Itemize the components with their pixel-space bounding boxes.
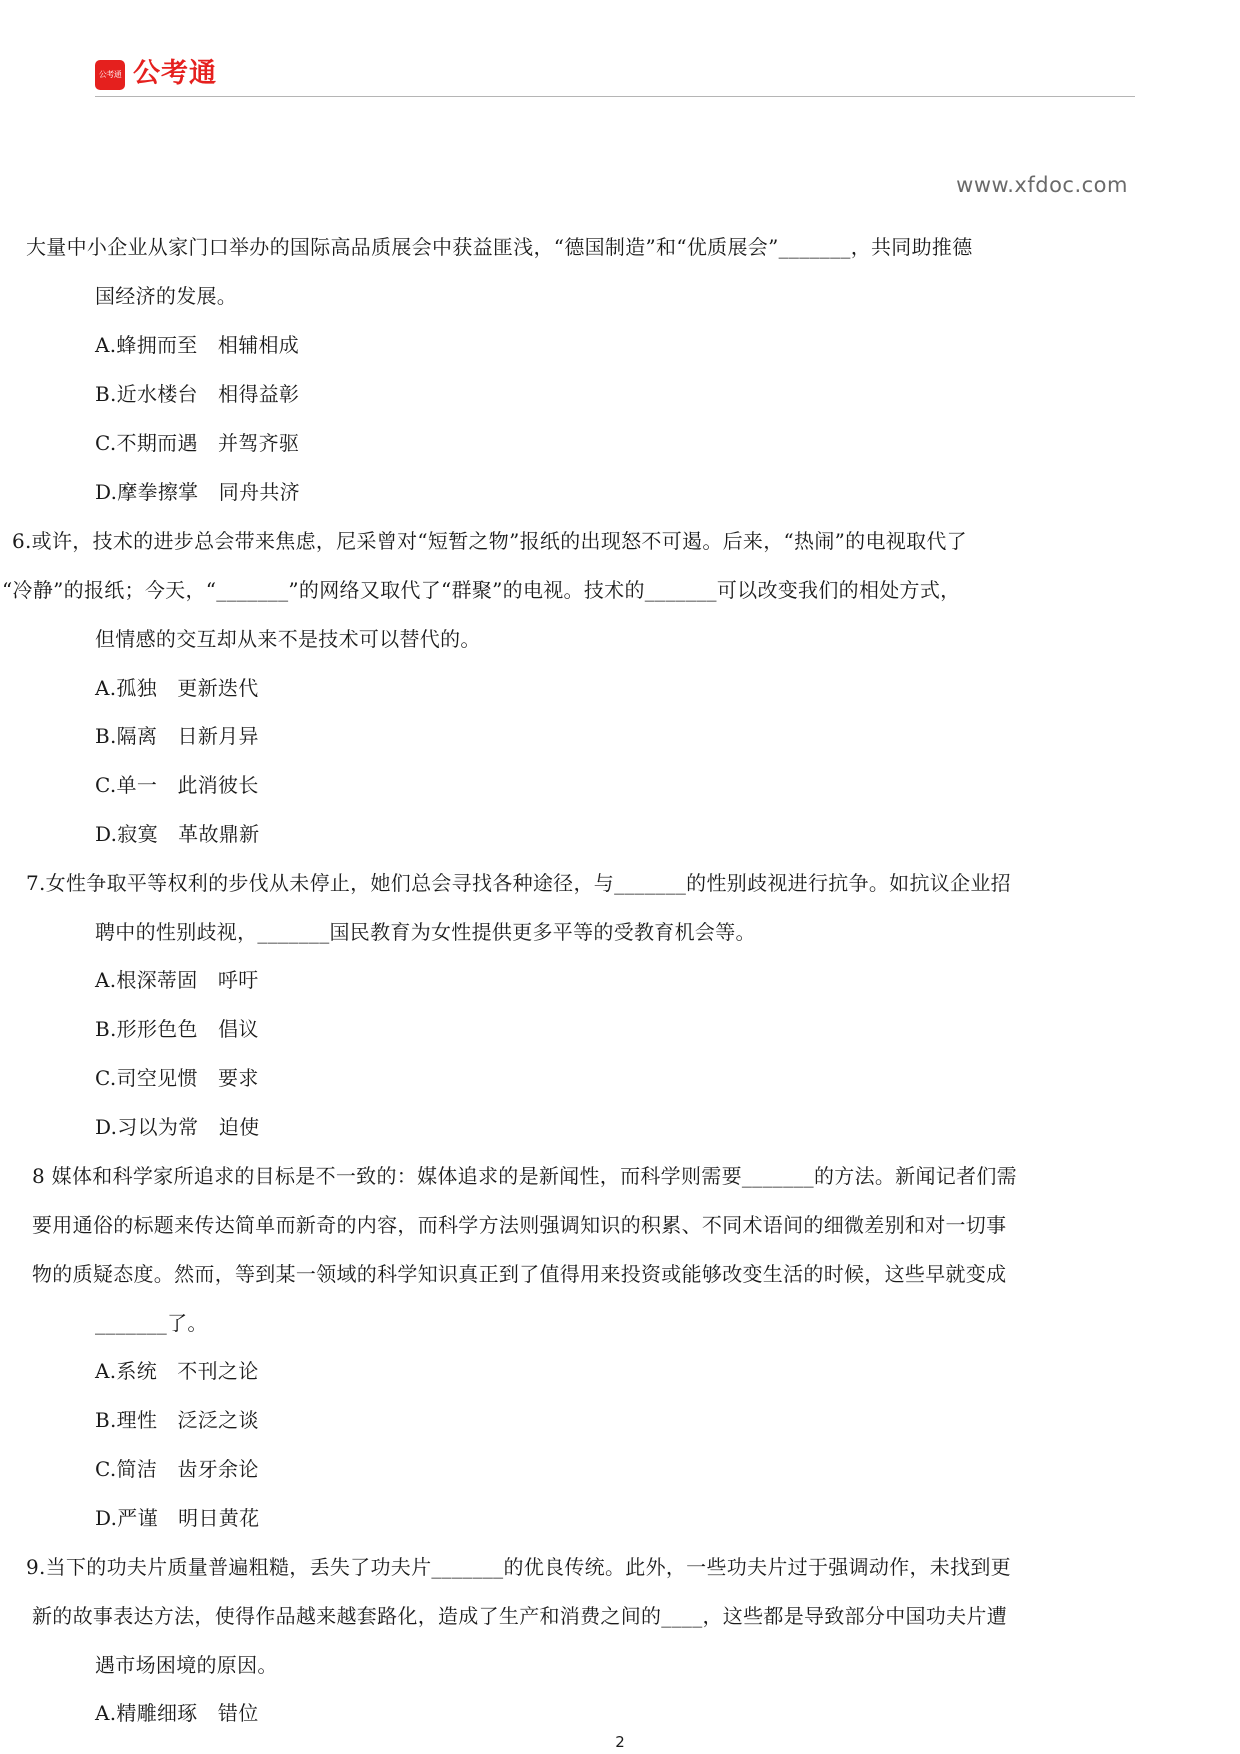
question-line: 7.女性争取平等权利的步伐从未停止，她们总会寻找各种途径，与_______的性别歧视进行抗争。如抗议企业招 bbox=[26, 871, 1011, 895]
option-c: C.单一 此消彼长 bbox=[95, 773, 259, 797]
page-header bbox=[95, 56, 1135, 97]
option-d: D.摩拳擦掌 同舟共济 bbox=[95, 480, 300, 504]
question-line: 聘中的性别歧视，_______国民教育为女性提供更多平等的受教育机会等。 bbox=[95, 920, 756, 944]
question-line: 大量中小企业从家门口举办的国际高品质展会中获益匪浅，“德国制造”和“优质展会”_______，共同助推德 bbox=[26, 235, 973, 259]
page-number: 2 bbox=[615, 1733, 625, 1751]
question-line: _______了。 bbox=[95, 1311, 208, 1335]
logo-badge: 公考通 bbox=[95, 60, 125, 90]
option-d: D.严谨 明日黄花 bbox=[95, 1506, 260, 1530]
option-b: B.隔离 日新月异 bbox=[95, 724, 259, 748]
option-b: B.近水楼台 相得益彰 bbox=[95, 382, 300, 406]
option-c: C.司空见惯 要求 bbox=[95, 1066, 259, 1090]
option-a: A.孤独 更新迭代 bbox=[95, 676, 259, 700]
option-b: B.形形色色 倡议 bbox=[95, 1017, 259, 1041]
option-d: D.寂寞 革故鼎新 bbox=[95, 822, 260, 846]
option-a: A.系统 不刊之论 bbox=[95, 1359, 259, 1383]
option-a: A.蜂拥而至 相辅相成 bbox=[95, 333, 300, 357]
question-line: 但情感的交互却从来不是技术可以替代的。 bbox=[95, 627, 481, 651]
question-line: 新的故事表达方法，使得作品越来越套路化，造成了生产和消费之间的____，这些都是导致部分中国功夫片遭 bbox=[32, 1604, 1007, 1628]
option-d: D.习以为常 迫使 bbox=[95, 1115, 260, 1139]
question-line: 6.或许，技术的进步总会带来焦虑，尼采曾对“短暂之物”报纸的出现怒不可遏。后来，“热闹”的电视取代了 bbox=[12, 529, 967, 553]
option-c: C.简洁 齿牙余论 bbox=[95, 1457, 259, 1481]
question-line: 9.当下的功夫片质量普遍粗糙，丢失了功夫片_______的优良传统。此外，一些功夫片过于强调动作，未找到更 bbox=[26, 1555, 1011, 1579]
question-line: 物的质疑态度。然而，等到某一领域的科学知识真正到了值得用来投资或能够改变生活的时候，这些早就变成 bbox=[32, 1262, 1007, 1286]
question-line: “冷静”的报纸；今天，“_______”的网络又取代了“群聚”的电视。技术的_______可以改变我们的相处方式， bbox=[2, 578, 961, 602]
option-a: A.精雕细琢 错位 bbox=[95, 1701, 259, 1725]
option-a: A.根深蒂固 呼吁 bbox=[95, 968, 259, 992]
question-line: 8 媒体和科学家所追求的目标是不一致的：媒体追求的是新闻性，而科学则需要_______的方法。新闻记者们需 bbox=[32, 1164, 1017, 1188]
question-line: 要用通俗的标题来传达简单而新奇的内容，而科学方法则强调知识的积累、不同术语间的细微差别和对一切事 bbox=[32, 1213, 1007, 1237]
question-line: 遇市场困境的原因。 bbox=[95, 1653, 278, 1677]
watermark-url: www.xfdoc.com bbox=[956, 173, 1128, 197]
question-line: 国经济的发展。 bbox=[95, 284, 238, 308]
option-b: B.理性 泛泛之谈 bbox=[95, 1408, 259, 1432]
logo-text: 公考通 bbox=[133, 58, 217, 89]
option-c: C.不期而遇 并驾齐驱 bbox=[95, 431, 300, 455]
